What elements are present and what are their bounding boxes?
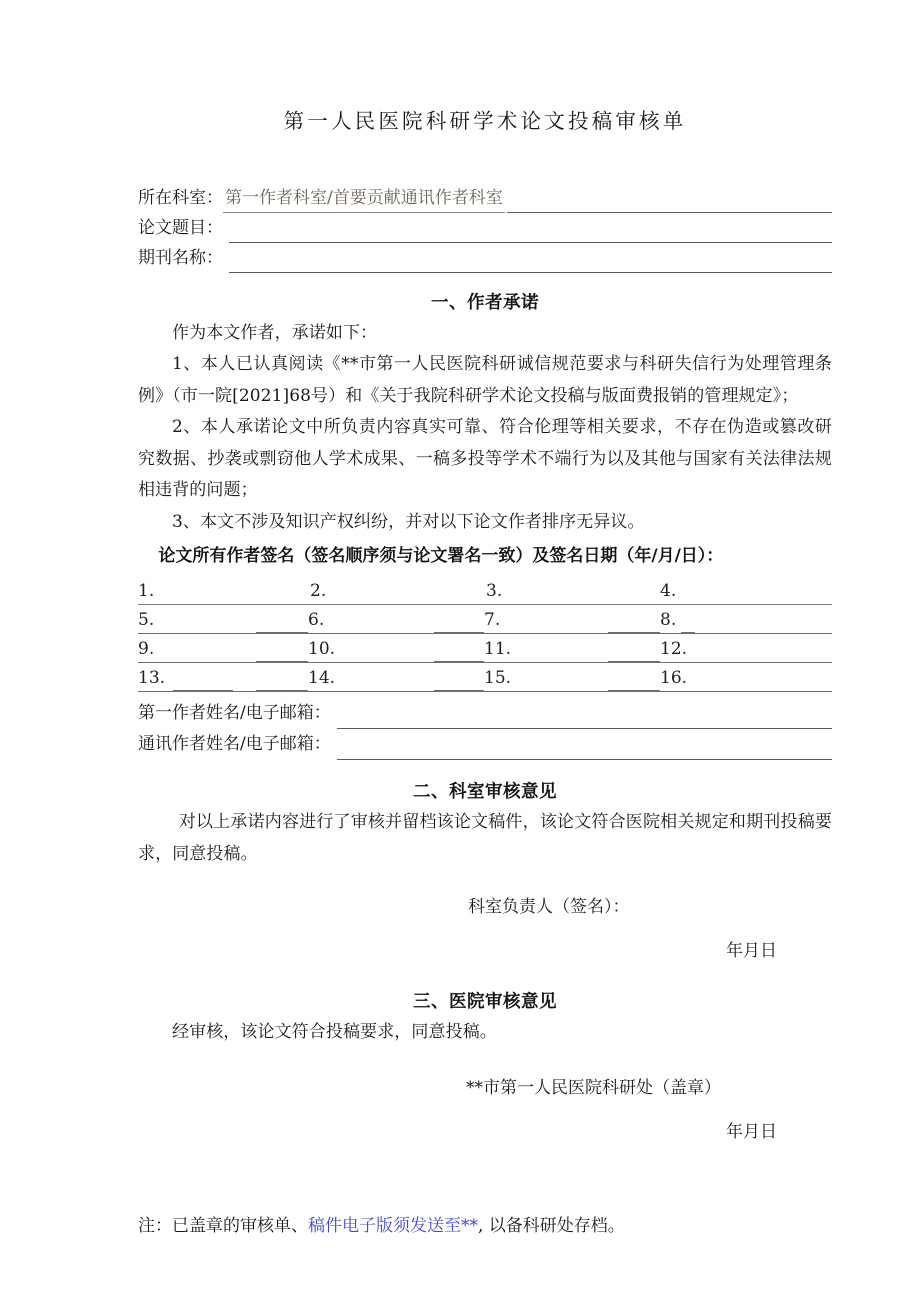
field-value-department[interactable]: 第一作者科室/首要贡献通讯作者科室 xyxy=(223,185,505,213)
footnote-prefix: 注：已盖章的审核单、 xyxy=(138,1215,308,1236)
footnote-link[interactable]: 稿件电子版须发送至** xyxy=(308,1215,478,1236)
signature-slot-16[interactable]: 16. xyxy=(608,665,687,691)
table-row xyxy=(138,605,832,634)
field-row-journal-name xyxy=(138,243,832,273)
signature-instruction: 论文所有作者签名（签名顺序须与论文署名一致）及签名日期（年/月/日）： xyxy=(158,546,724,567)
signature-slot-10[interactable]: 10. xyxy=(256,636,335,662)
signature-slot-11[interactable]: 11. xyxy=(434,636,511,662)
field-row-corresponding-author-email xyxy=(138,729,832,760)
document-content xyxy=(138,0,832,1241)
field-rule-journal-name[interactable] xyxy=(229,247,832,273)
table-row xyxy=(138,576,832,605)
field-label-paper-title: 论文题目： xyxy=(138,217,223,238)
signature-slot-12[interactable]: 12. xyxy=(608,636,687,662)
section-heading-hospital-review: 三、医院审核意见 xyxy=(413,992,557,1013)
hospital-stamp-line[interactable]: **市第一人民医院科研处（盖章） xyxy=(466,1077,721,1098)
author-commitment-item-1: 1、本人已认真阅读《**市第一人民医院科研诚信规范要求与科研失信行为处理管理条例》（市一院[2021]68号）和《关于我院科研学术论文投稿与版面费报销的管理规定》； xyxy=(138,354,832,406)
signature-slot-5[interactable]: 5. xyxy=(138,610,155,631)
field-rule-first-author-email[interactable] xyxy=(337,702,832,729)
page-title: 第一人民医院科研学术论文投稿审核单 xyxy=(283,109,687,133)
signature-slot-13[interactable]: 13. xyxy=(138,665,233,691)
field-row-first-author-email xyxy=(138,698,832,729)
hospital-review-body: 经审核，该论文符合投稿要求，同意投稿。 xyxy=(172,1022,497,1043)
signature-slot-9[interactable]: 9. xyxy=(138,639,155,660)
department-head-signature-line[interactable]: 科室负责人（签名）： xyxy=(468,897,630,918)
author-commitment-item-3: 3、本文不涉及知识产权纠纷，并对以下论文作者排序无异议。 xyxy=(172,511,645,532)
field-label-journal-name: 期刊名称： xyxy=(138,247,223,268)
field-row-paper-title xyxy=(138,213,832,243)
signature-slot-15[interactable]: 15. xyxy=(434,665,511,691)
table-row xyxy=(138,634,832,663)
header-fields xyxy=(138,183,832,273)
author-commitment-item-2: 2、本人承诺论文中所负责内容真实可靠、符合伦理等相关要求，不存在伪造或篡改研究数据、抄袭或剽窃他人学术成果、一稿多投等学术不端行为以及其他与国家有关法律法规相违背的问题； xyxy=(138,417,832,501)
author-commitment-intro: 作为本文作者，承诺如下： xyxy=(172,322,378,343)
signature-slot-14[interactable]: 14. xyxy=(256,665,335,691)
section-heading-author-commitment: 一、作者承诺 xyxy=(431,292,539,313)
footnote xyxy=(138,1211,832,1241)
department-review-body: 对以上承诺内容进行了审核并留档该论文稿件，该论文符合医院相关规定和期刊投稿要求，同意投稿。 xyxy=(138,812,832,864)
signature-slot-2[interactable]: 2. xyxy=(310,581,327,602)
signature-grid xyxy=(138,576,832,692)
footnote-suffix: , 以备科研处存档。 xyxy=(478,1215,625,1236)
signature-slot-7[interactable]: 7. xyxy=(434,607,500,633)
contact-fields xyxy=(138,698,832,760)
signature-slot-3[interactable]: 3. xyxy=(486,581,503,602)
department-review-date[interactable]: 年月日 xyxy=(726,941,777,962)
field-rule-corresponding-author-email[interactable] xyxy=(337,733,832,760)
field-label-corresponding-author-email: 通讯作者姓名/电子邮箱： xyxy=(138,734,331,755)
signature-slot-8[interactable]: 8. xyxy=(608,607,695,633)
hospital-review-date[interactable]: 年月日 xyxy=(726,1121,777,1142)
field-row-department xyxy=(138,183,832,213)
signature-slot-6[interactable]: 6. xyxy=(256,607,324,633)
field-rule-paper-title[interactable] xyxy=(229,217,832,243)
section-heading-department-review: 二、科室审核意见 xyxy=(413,782,557,803)
field-label-first-author-email: 第一作者姓名/电子邮箱： xyxy=(138,703,331,724)
field-label-department: 所在科室： xyxy=(138,187,223,208)
field-rule-department[interactable] xyxy=(507,187,832,213)
signature-slot-1[interactable]: 1. xyxy=(138,581,155,602)
table-row xyxy=(138,663,832,692)
signature-slot-4[interactable]: 4. xyxy=(660,581,677,602)
